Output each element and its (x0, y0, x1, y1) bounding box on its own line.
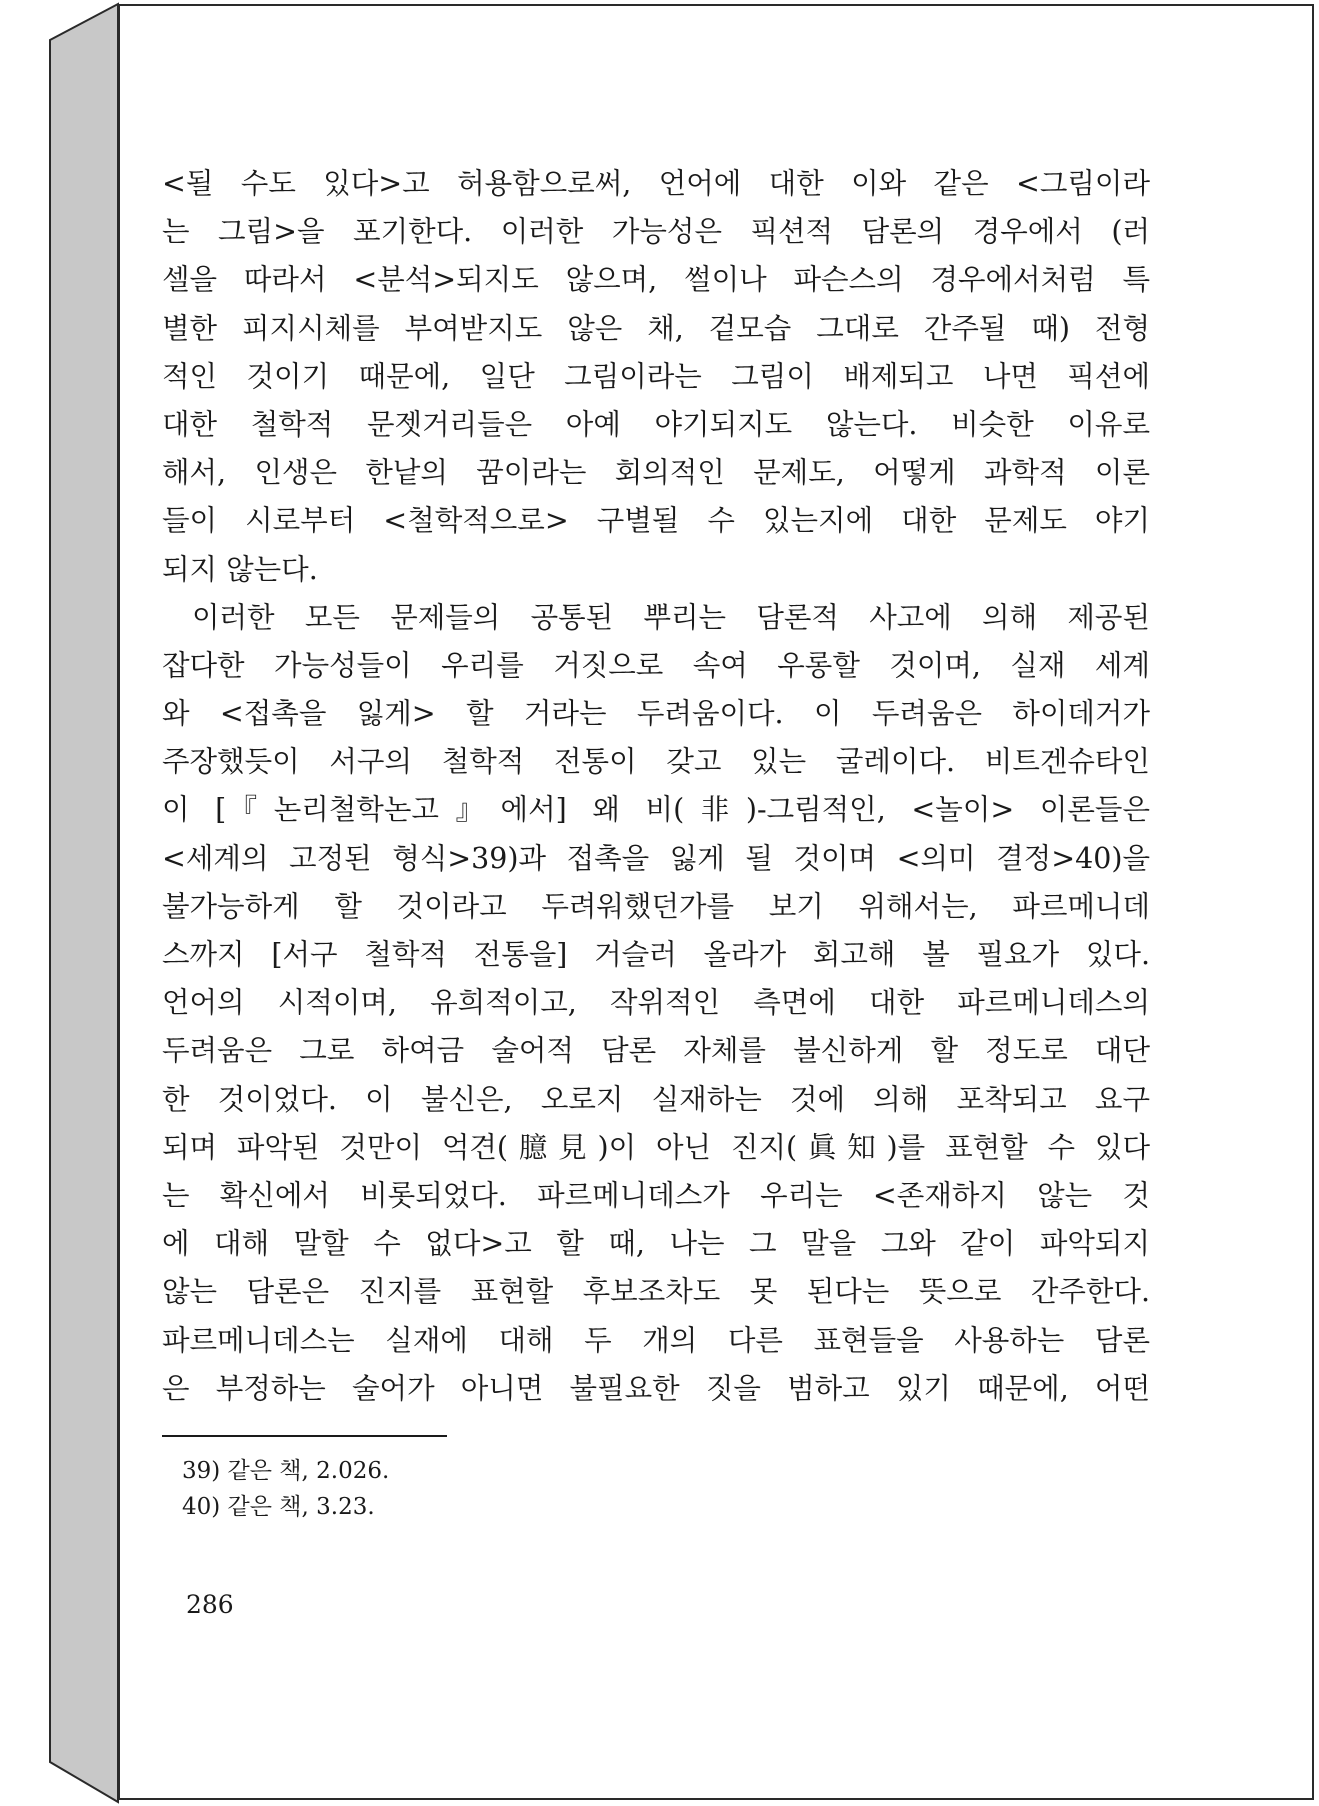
text-line: 주장했듯이 서구의 철학적 전통이 갖고 있는 굴레이다. 비트겐슈타인 (162, 745, 1150, 779)
text-line: 는 확신에서 비롯되었다. 파르메니데스가 우리는 <존재하지 않는 것 (162, 1178, 1150, 1212)
text-line: 들이 시로부터 <철학적으로> 구별될 수 있는지에 대한 문제도 야기 (162, 504, 1150, 538)
text-line: <될 수도 있다>고 허용함으로써, 언어에 대한 이와 같은 <그림이라 (162, 167, 1150, 200)
footnote: 39) 같은 책, 2.026. (182, 1458, 390, 1484)
text-line: 되지 않는다. (162, 552, 318, 586)
text-line: 스까지 [서구 철학적 전통을] 거슬러 올라가 회고해 볼 필요가 있다. (162, 938, 1150, 971)
text-line: 이러한 모든 문제들의 공통된 뿌리는 담론적 사고에 의해 제공된 (192, 600, 1150, 634)
footnotes (182, 1453, 389, 1525)
footnote: 40) 같은 책, 3.23. (182, 1494, 375, 1520)
text-line: 적인 것이기 때문에, 일단 그림이라는 그림이 배제되고 나면 픽션에 (162, 359, 1150, 393)
text-line: 불가능하게 할 것이라고 두려워했던가를 보기 위해서는, 파르메니데 (162, 889, 1150, 923)
body-text (162, 160, 1150, 1413)
text-line: 한 것이었다. 이 불신은, 오로지 실재하는 것에 의해 포착되고 요구 (162, 1082, 1150, 1116)
text-line: 와 <접촉을 잃게> 할 거라는 두려움이다. 이 두려움은 하이데거가 (162, 697, 1150, 731)
text-line: 대한 철학적 문젯거리들은 아예 야기되지도 않는다. 비슷한 이유로 (162, 407, 1150, 441)
text-line: <세계의 고정된 형식>39)과 접촉을 잃게 될 것이며 <의미 결정>40)을 (162, 841, 1150, 875)
text-line: 는 그림>을 포기한다. 이러한 가능성은 픽션적 담론의 경우에서 (러 (162, 215, 1150, 249)
text-line: 되며 파악된 것만이 억견(臆見)이 아닌 진지(眞知)를 표현할 수 있다 (162, 1130, 1150, 1164)
footnote-divider (162, 1435, 447, 1437)
text-line: 셀을 따라서 <분석>되지도 않으며, 썰이나 파슨스의 경우에서처럼 특 (162, 263, 1150, 297)
text-line: 해서, 인생은 한낱의 꿈이라는 회의적인 문제도, 어떻게 과학적 이론 (162, 456, 1150, 490)
text-line: 이 [『논리철학논고』에서] 왜 비(非)-그림적인, <놀이> 이론들은 (162, 793, 1150, 827)
text-line: 언어의 시적이며, 유희적이고, 작위적인 측면에 대한 파르메니데스의 (162, 986, 1150, 1020)
text-line: 않는 담론은 진지를 표현할 후보조차도 못 된다는 뜻으로 간주한다. (162, 1275, 1150, 1309)
text-line: 은 부정하는 술어가 아니면 불필요한 짓을 범하고 있기 때문에, 어떤 (162, 1371, 1150, 1405)
page-number: 286 (186, 1590, 234, 1619)
text-line: 에 대해 말할 수 없다>고 할 때, 나는 그 말을 그와 같이 파악되지 (162, 1227, 1150, 1261)
text-line: 잡다한 가능성들이 우리를 거짓으로 속여 우롱할 것이며, 실재 세계 (162, 648, 1150, 682)
text-line: 두려움은 그로 하여금 술어적 담론 자체를 불신하게 할 정도로 대단 (162, 1034, 1150, 1068)
text-line: 파르메니데스는 실재에 대해 두 개의 다른 표현들을 사용하는 담론 (162, 1323, 1150, 1357)
text-line: 별한 피지시체를 부여받지도 않은 채, 겉모습 그대로 간주될 때) 전형 (162, 311, 1150, 345)
